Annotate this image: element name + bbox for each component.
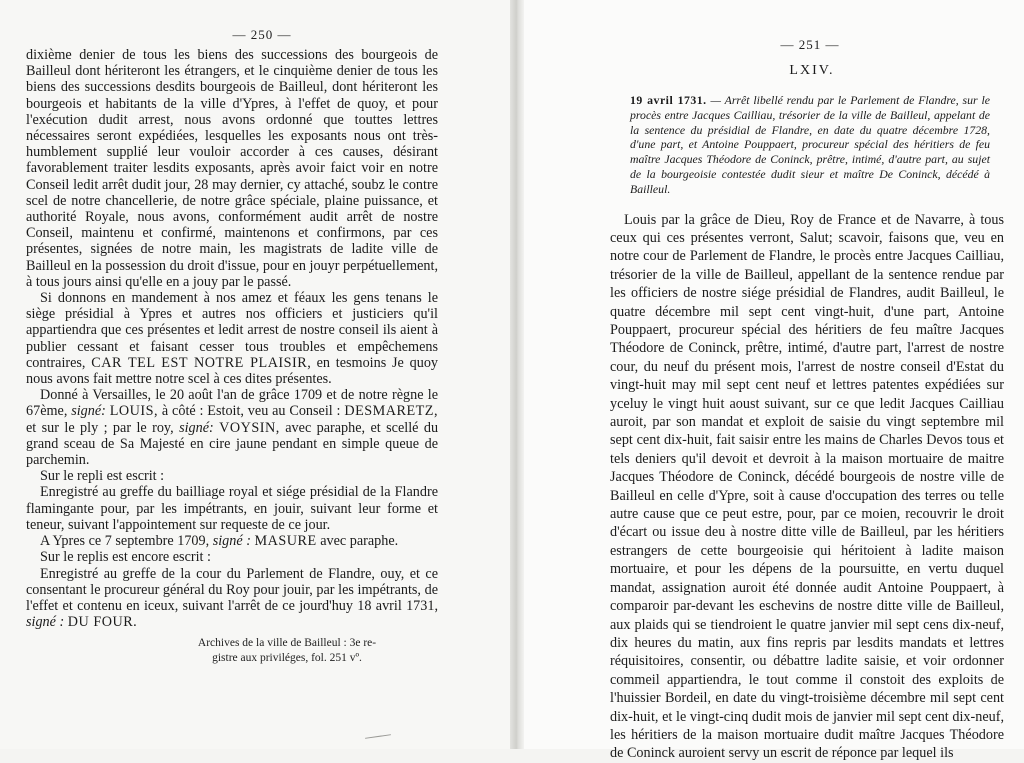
signature-label: signé : (26, 614, 65, 631)
paragraph: dixième denier de tous les biens des successions des bourgeois de Bailleul dont hériteront les étrangers, et le cinquième denier de tous les biens des successions desdits bourgeois de Bailleul, dont hériteront les bourgeois et habitants de la ville d'Ypres, à l'effet de quoy, et pour l'exécution dudit arrest, nous avons ordonné que touttes lettres nécessaires seront expédiées, lesquelles les exposants nous ont très-humblement supplié leur vouloir accorder à ces causes, désirant favorablement traiter lesdits exposants, après avoir faict voir en notre Conseil ledit arrêt dudit jour, 28 may dernier, cy attaché, soubz le contre scel de notre chancellerie, de notre grâce spéciale, plaine puissance, et authorité Royale, nous avons, conformément audit arrêt de nostre Conseil, maintenu et confirmé, maintenons et confirmons, par ces présentes, signées de notre main, les magistrats de ladite ville de Bailleul en la possession du droit d'issue, pour en jouyr perpétuellement, à tous jours ainsi qu'elle en a jouy par le passé. (26, 47, 438, 290)
text-span: Enregistré au greffe de la cour du Parlement de Flandre, ouy, et ce consentant le procureur général du Roy pour jouir, par les impétrants, de l'effet et contenu en iceux, suivant l'arrêt de ce jourd'huy 18 avril 1731, (26, 565, 438, 614)
signatory-name: DU FOUR. (67, 614, 138, 631)
signatory-name: VOYSIN, (219, 419, 280, 436)
paragraph: Enregistré au greffe du bailliage royal et siége présidial de la Flandre flamingante pour, par les impétrants, en jouir, suivant leur forme et teneur, suivant l'appointement sur requeste de ce jour. (26, 484, 438, 533)
text-span: et sur le ply ; par le roy, (26, 419, 174, 436)
text-span: A Ypres ce 7 septembre 1709, (40, 533, 210, 550)
text-span: avec paraphe. (320, 533, 399, 550)
paragraph (26, 290, 438, 387)
royal-formula: CAR TEL EST NOTRE PLAISIR (91, 354, 308, 371)
footnote-line: Archives de la ville de Bailleul : 3e re- (197, 637, 377, 650)
page-number: — 251 — (780, 37, 840, 52)
text-span: , en tesmoins Je quoy nous avons fait mettre notre scel à ces dites présentes. (26, 354, 439, 388)
paragraph (26, 533, 438, 549)
page-number: — 250 — (232, 27, 292, 42)
right-page (512, 0, 1024, 762)
signature-label: signé: (179, 419, 214, 436)
left-page (0, 0, 512, 749)
text-span: avec paraphe, et scellé du grand sceau de Sa Majesté en cire jaune pendant en simple queue de parchemin. (26, 419, 439, 469)
paragraph: Sur le replis est encore escrit : (40, 549, 211, 566)
signatory-name: MASURE (254, 533, 317, 550)
text-span: Si donnons en mandement à nos amez et féaux les gens tenans le siège présidial à Ypres et autres nos officiers et justiciers qu'il appartiendra que ces présentes et ledit arrest de nostre conseil ils aient à publier cessant et faisant cesser tous troubles et empêchemens contraires, (26, 290, 438, 371)
signature-label: signé : (212, 533, 251, 550)
ink-mark (365, 734, 391, 739)
document-summary (610, 93, 1004, 197)
paragraph: Sur le repli est escrit : (40, 468, 165, 485)
book-gutter (510, 0, 524, 749)
chapter-title: LXIV. (789, 63, 835, 78)
text-span: à côté : Estoit, veu au Conseil : (161, 403, 341, 420)
paragraph: Louis par la grâce de Dieu, Roy de France et de Navarre, à tous ceux qui ces présentes verront, Salut; scavoir, faisons que, veu en notre cour de Parlement de Flandre, le procès entre Jacques Cailliau, trésorier de la ville de Bailleul, appellant de la sentence rendue par les officiers de nostre siége présidial de Flandres, audit Bailleul, le quatre décembre mil sept cent vingt-huit, d'une part, Antoine Pouppaert, procureur spécial des héritiers de feu maître Jacques Théodore de Coninck, prêtre, intimé, d'autre part, l'arrest de nostre cour, du neuf du présent mois, l'arrest de nostre conseil d'Estat du vingt-huit may mil sept cent neuf et lettres patentes expédiées sur yceluy le vingt huit aoust suivant, sur ce que ledit Jacques Cailliau auroit, par son mandat et exploit de saisie du vingt septembre mil sept cent dix-huit, fait saisir entre les mains de Charles Devos tous et tels deniers qu'il devoit et devroit à la maison mortuaire de maitre Jacques Théodore de Coninck, décédé bourgeois de nostre ville de Bailleul en celle d'Ypre, soit à cause d'occupation des terres ou telle autre cause que ce peut estre, pour, par ce moien, recouvrir le droit d'écart ou issue deu à nostre ditte ville de Bailleul, par les héritiers estrangers de cette bourgeoisie qui héritoient à ladite maison mortuaire, et pour les dépens de la poursuitte, en vertu duquel mandat, assignation auroit été donnée audit Antoine Pouppaert, à comparoir par-devant les eschevins de nostre ditte ville de Bailleul, aux plaids qui se tiendroient le quatre janvier mil sept cens dix-neuf, dix heures du matin, aux fins repris par lesdits mandats et lettres réquisitoires, consentir, ou débattre ladite saisie, et voir ordonner commeil appartiendra, le tout comme il constoit des exploits de l'huissier Bordeil, en date du vingt-troisième décembre mil sept cent dix-huit, et le vingt-cinq dudit mois de janvier mil sept cent dix-neuf, les héritiers de la maison mortuaire dudit maître Jacques Théodore de Coninck auroient servy un escrit de réponce par lequel ils (610, 211, 1004, 762)
signature-label: signé: (71, 403, 106, 420)
signatory-name: DESMARETZ, (344, 403, 439, 420)
text-span: Donné à Versailles, le 20 août l'an de grâce 1709 et de notre règne le 67ème, (26, 387, 438, 420)
paragraph (26, 387, 438, 468)
summary-date: 19 avril 1731. (630, 93, 707, 107)
archive-footnote (136, 636, 438, 666)
footnote-line: gistre aux priviléges, fol. 251 vº. (212, 652, 362, 665)
paragraph (26, 566, 438, 631)
signatory-name: LOUIS, (109, 403, 159, 420)
summary-text: — Arrêt libellé rendu par le Parlement de Flandre, sur le procès entre Jacques Cailliau, trésorier de la ville de Bailleul, appelant de la sentence du présidial de Flandre, en date du quatre décembre 1728, d'une part, et Antoine Pouppaert, procureur spécial des héritiers de feu maître Jacques Théodore de Coninck, prêtre, intimé, d'autre part, au sujet de la bourgeoisie contestée dudit sieur et maître De Coninck, décédé à Bailleul. (630, 93, 990, 196)
